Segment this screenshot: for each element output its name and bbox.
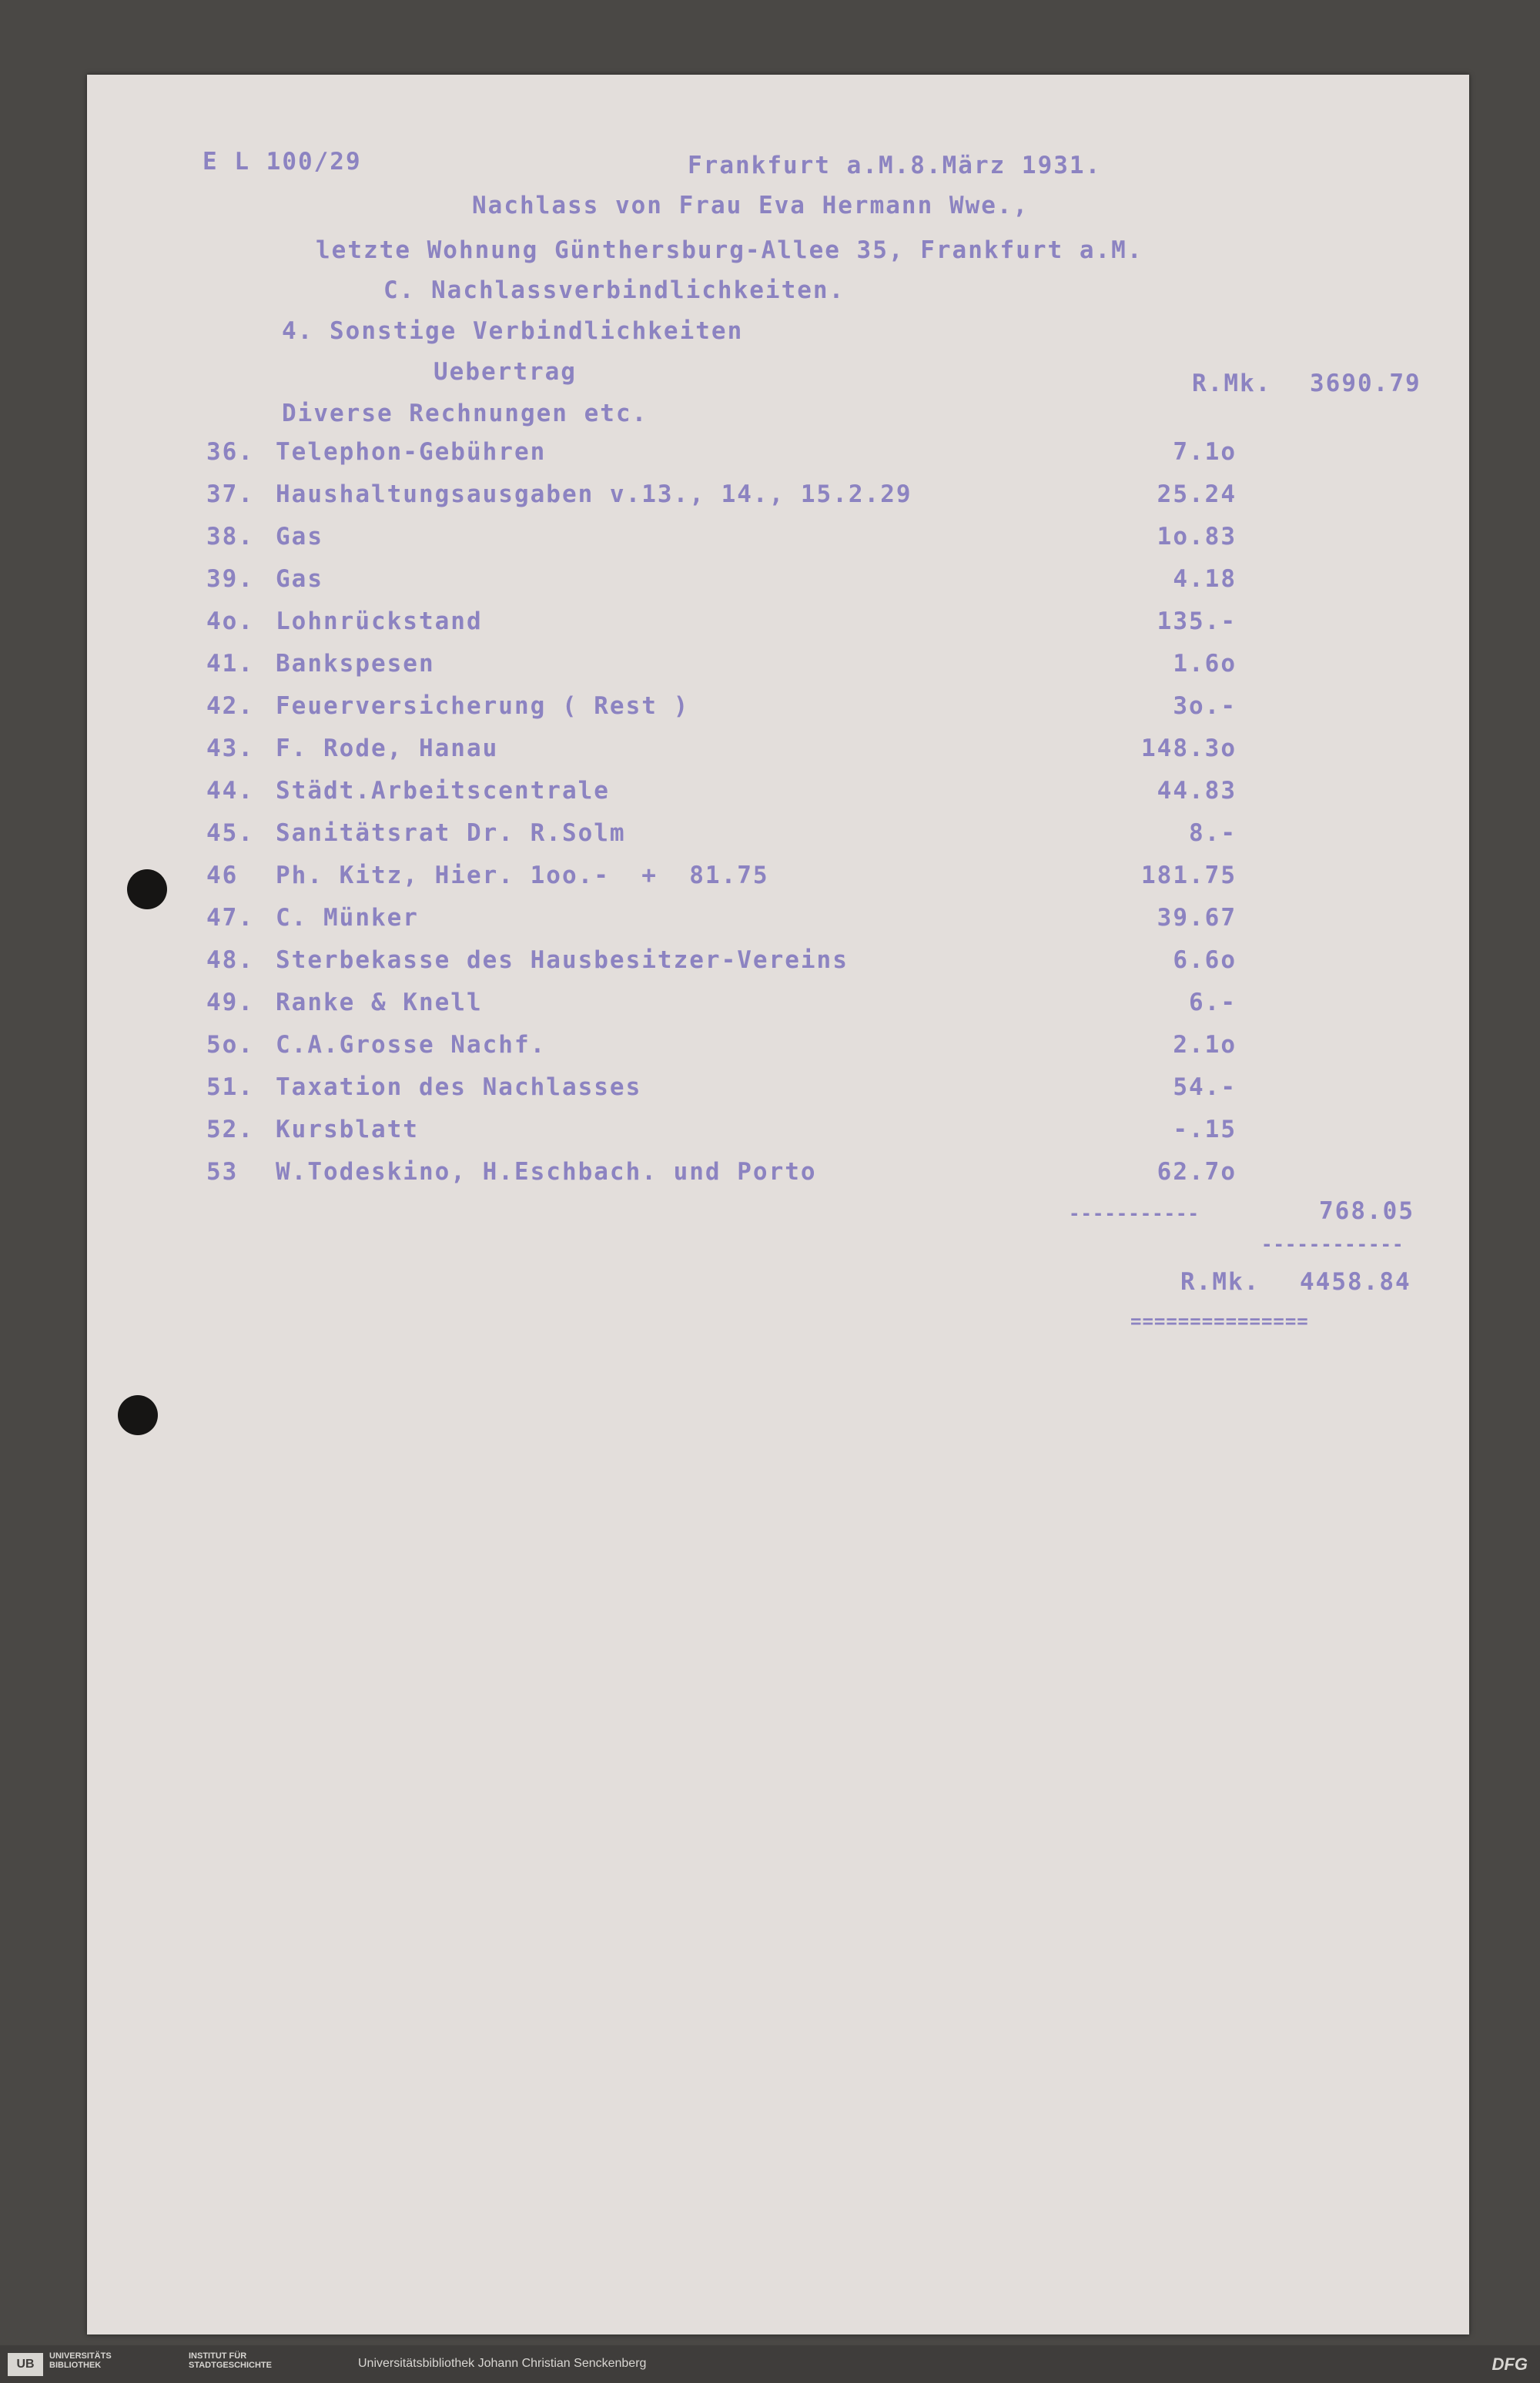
entry-description: Ranke & Knell bbox=[276, 989, 483, 1016]
entry-row bbox=[206, 438, 1237, 480]
subtotal-amount: 768.05 bbox=[1319, 1197, 1414, 1225]
entry-row bbox=[206, 523, 1237, 565]
entry-amount: 1o.83 bbox=[1157, 523, 1237, 551]
entry-description: Städt.Arbeitscentrale bbox=[276, 777, 610, 805]
document-page bbox=[87, 75, 1469, 2334]
entry-number: 44. bbox=[206, 777, 254, 805]
entry-number: 47. bbox=[206, 904, 254, 932]
dfg-logo: DFG bbox=[1491, 2355, 1528, 2374]
entry-number: 49. bbox=[206, 989, 254, 1016]
entry-amount: 148.3o bbox=[1141, 735, 1237, 762]
entry-row bbox=[206, 565, 1237, 607]
entry-description: Kursblatt bbox=[276, 1116, 419, 1143]
entry-number: 42. bbox=[206, 692, 254, 720]
entry-amount: 8.- bbox=[1189, 819, 1237, 847]
entry-description: Sanitätsrat Dr. R.Solm bbox=[276, 819, 626, 847]
entry-description: F. Rode, Hanau bbox=[276, 735, 499, 762]
place-date: Frankfurt a.M.8.März 1931. bbox=[688, 152, 1102, 179]
entry-row bbox=[206, 819, 1237, 862]
entry-description: W.Todeskino, H.Eschbach. und Porto bbox=[276, 1158, 817, 1186]
entry-row bbox=[206, 946, 1237, 989]
entry-number: 38. bbox=[206, 523, 254, 551]
subtotal-rule: ----------- bbox=[1069, 1203, 1200, 1224]
entry-row bbox=[206, 904, 1237, 946]
entry-description: Gas bbox=[276, 523, 323, 551]
entry-amount: 7.1o bbox=[1173, 438, 1237, 466]
entry-description: Ph. Kitz, Hier. 1oo.- + 81.75 bbox=[276, 862, 769, 889]
entry-amount: 39.67 bbox=[1157, 904, 1237, 932]
entry-amount: 62.7o bbox=[1157, 1158, 1237, 1186]
punch-hole-top bbox=[127, 869, 167, 909]
entry-description: Gas bbox=[276, 565, 323, 593]
estate-title: Nachlass von Frau Eva Hermann Wwe., bbox=[472, 192, 1029, 219]
entry-number: 4o. bbox=[206, 607, 254, 635]
entry-number: 41. bbox=[206, 650, 254, 678]
last-address: letzte Wohnung Günthersburg-Allee 35, Frankfurt a.M. bbox=[316, 236, 1143, 264]
entry-row bbox=[206, 1158, 1237, 1200]
entry-row bbox=[206, 862, 1237, 904]
entry-number: 5o. bbox=[206, 1031, 254, 1059]
entry-description: Sterbekasse des Hausbesitzer-Vereins bbox=[276, 946, 849, 974]
entry-number: 53 bbox=[206, 1158, 239, 1186]
entry-amount: 3o.- bbox=[1173, 692, 1237, 720]
section-c-heading: C. Nachlassverbindlichkeiten. bbox=[383, 276, 845, 304]
reference-number: E L 100/29 bbox=[203, 148, 362, 176]
entry-amount: 2.1o bbox=[1173, 1031, 1237, 1059]
entry-amount: 44.83 bbox=[1157, 777, 1237, 805]
entry-number: 51. bbox=[206, 1073, 254, 1101]
entries-list bbox=[206, 438, 1237, 1200]
subtotal-underline: ------------ bbox=[1261, 1233, 1404, 1255]
total-double-rule: =============== bbox=[1130, 1310, 1309, 1332]
institute-label: INSTITUT FÜR STADTGESCHICHTE bbox=[189, 2351, 272, 2370]
entry-amount: 6.6o bbox=[1173, 946, 1237, 974]
entry-description: Haushaltungsausgaben v.13., 14., 15.2.29 bbox=[276, 480, 912, 508]
entry-amount: 4.18 bbox=[1173, 565, 1237, 593]
entry-description: Bankspesen bbox=[276, 650, 435, 678]
section-label: Diverse Rechnungen etc. bbox=[282, 400, 648, 427]
entry-amount: 1.6o bbox=[1173, 650, 1237, 678]
ub-label: UNIVERSITÄTS BIBLIOTHEK bbox=[49, 2351, 112, 2370]
entry-number: 45. bbox=[206, 819, 254, 847]
entry-description: C.A.Grosse Nachf. bbox=[276, 1031, 547, 1059]
subsection-4-heading: 4. Sonstige Verbindlichkeiten bbox=[282, 317, 744, 345]
entry-description: C. Münker bbox=[276, 904, 419, 932]
carry-over-amount: 3690.79 bbox=[1310, 370, 1421, 397]
total-currency: R.Mk. bbox=[1180, 1268, 1260, 1296]
carry-over-label: Uebertrag bbox=[434, 358, 577, 386]
entry-row bbox=[206, 735, 1237, 777]
entry-row bbox=[206, 692, 1237, 735]
ub-logo: UB bbox=[8, 2353, 43, 2376]
entry-amount: 54.- bbox=[1173, 1073, 1237, 1101]
entry-amount: 6.- bbox=[1189, 989, 1237, 1016]
entry-row bbox=[206, 607, 1237, 650]
entry-description: Taxation des Nachlasses bbox=[276, 1073, 642, 1101]
entry-number: 36. bbox=[206, 438, 254, 466]
total-amount: 4458.84 bbox=[1300, 1268, 1411, 1296]
punch-hole-bottom bbox=[118, 1395, 158, 1435]
entry-row bbox=[206, 650, 1237, 692]
entry-number: 39. bbox=[206, 565, 254, 593]
entry-amount: 181.75 bbox=[1141, 862, 1237, 889]
entry-number: 46 bbox=[206, 862, 239, 889]
entry-amount: 135.- bbox=[1157, 607, 1237, 635]
entry-amount: 25.24 bbox=[1157, 480, 1237, 508]
entry-description: Lohnrückstand bbox=[276, 607, 483, 635]
entry-row bbox=[206, 1116, 1237, 1158]
carry-over-currency: R.Mk. bbox=[1192, 370, 1272, 397]
entry-number: 52. bbox=[206, 1116, 254, 1143]
entry-number: 48. bbox=[206, 946, 254, 974]
entry-row bbox=[206, 1073, 1237, 1116]
footer-bar bbox=[0, 2345, 1540, 2383]
entry-row bbox=[206, 1031, 1237, 1073]
entry-number: 43. bbox=[206, 735, 254, 762]
entry-description: Feuerversicherung ( Rest ) bbox=[276, 692, 690, 720]
entry-row bbox=[206, 777, 1237, 819]
entry-number: 37. bbox=[206, 480, 254, 508]
entry-row bbox=[206, 989, 1237, 1031]
entry-description: Telephon-Gebühren bbox=[276, 438, 547, 466]
entry-row bbox=[206, 480, 1237, 523]
entry-amount: -.15 bbox=[1173, 1116, 1237, 1143]
source-credit: Universitätsbibliothek Johann Christian Senckenberg bbox=[358, 2357, 647, 2370]
